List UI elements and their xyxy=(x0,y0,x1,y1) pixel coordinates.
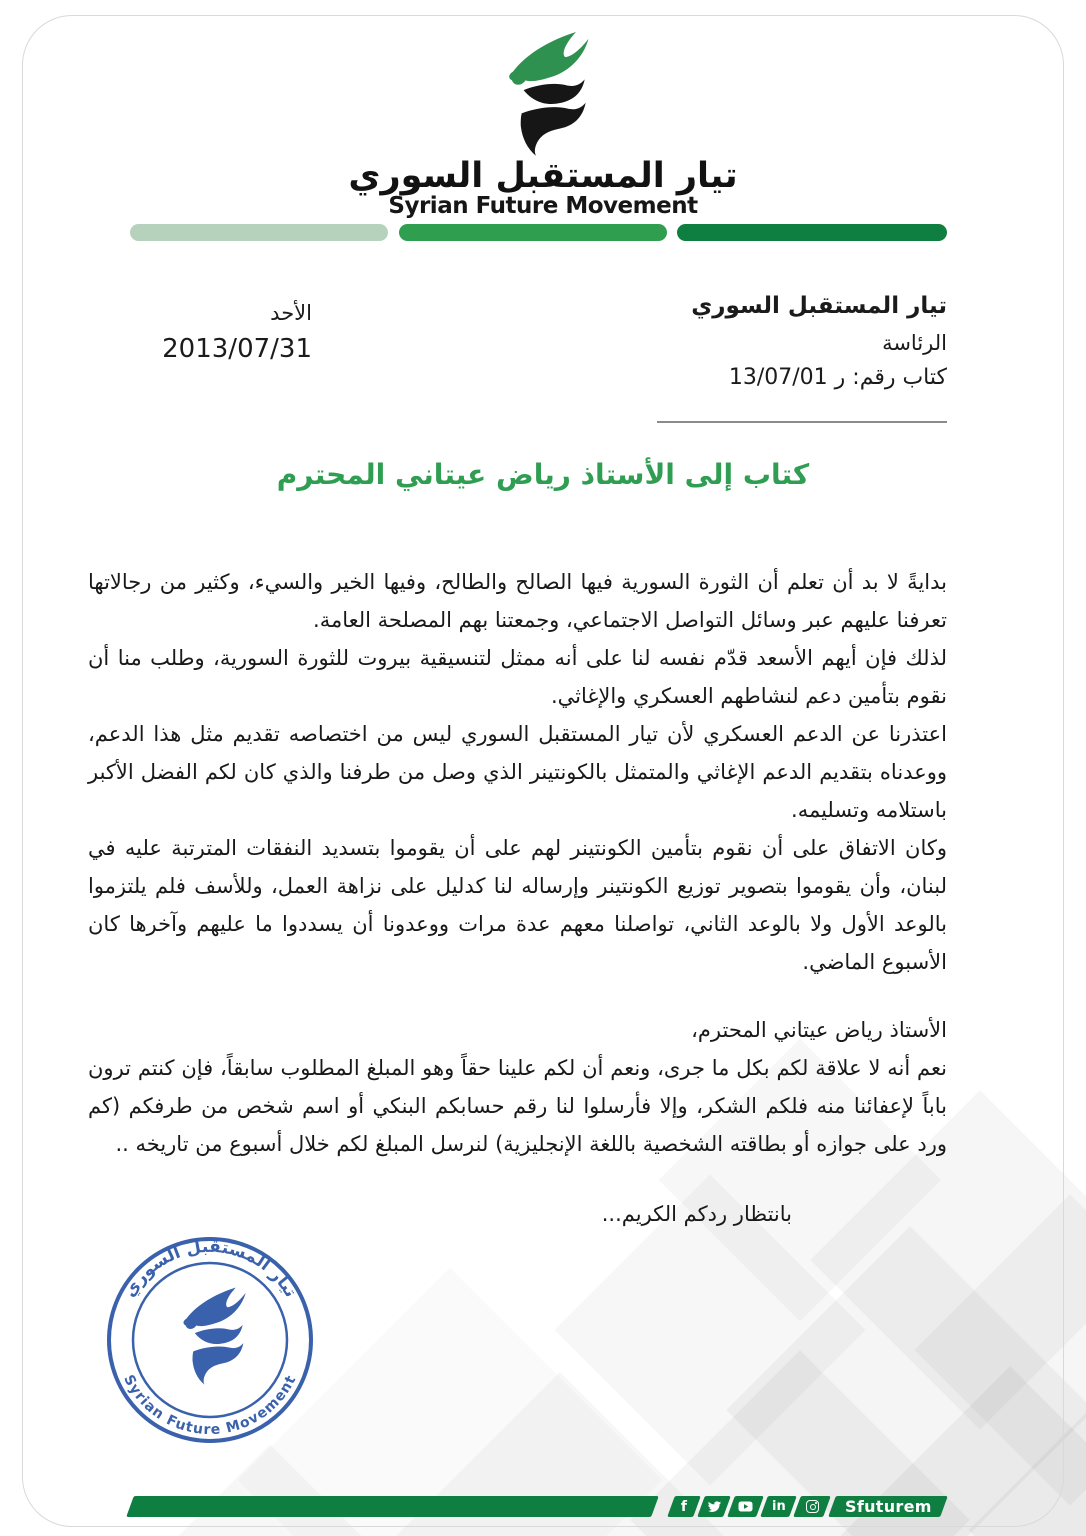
meta-divider-line xyxy=(657,421,947,423)
svg-text:تيار المستقبل السوري: تيار المستقبل السوري xyxy=(119,1236,301,1301)
stamp-seal-icon xyxy=(104,1234,316,1446)
letter-title: كتاب إلى الأستاذ رياض عيتاني المحترم xyxy=(276,458,810,491)
brand-name-english: Syrian Future Movement xyxy=(388,192,698,219)
paragraph: لذلك فإن أيهم الأسعد قدّم نفسه لنا على أنه ممثل لتنسيقية بيروت للثورة السورية، وطلب منا أن نقوم بتأمين دعم لنشاطهم العسكري والإغاثي. xyxy=(88,646,947,708)
salutation-line: الأستاذ رياض عيتاني المحترم، xyxy=(691,1018,947,1042)
footer-bar xyxy=(126,1496,659,1517)
paragraph: بدايةً لا بد أن تعلم أن الثورة السورية فيها الصالح والطالح، وفيها الخير والسيء، وكثير من رجالاتها تعرفنا عليهم عبر وسائل التواصل الاجتماعي، وجمعتنا بهم المصلحة العامة. xyxy=(88,570,947,632)
letterhead xyxy=(0,30,1086,218)
divider-bars xyxy=(0,224,1086,242)
social-handle: Sfuturem xyxy=(828,1496,948,1517)
divider-bar-dark xyxy=(677,224,947,241)
divider-bar-light xyxy=(130,224,388,241)
brand-name-arabic: تيار المستقبل السوري xyxy=(348,156,738,196)
ref-number-line: كتاب رقم: ر 13/07/01 xyxy=(728,365,947,390)
youtube-icon xyxy=(727,1496,764,1517)
linkedin-icon: in xyxy=(760,1496,797,1517)
facebook-icon: f xyxy=(667,1496,701,1517)
footer-social-bar xyxy=(130,1496,956,1517)
paragraph: وكان الاتفاق على أن نقوم بتأمين الكونتينر لهم على أن يقوموا بتسديد النفقات المترتبة عليه في لبنان، وأن يقوموا بتصوير توزيع الكونتينر وإرساله لنا كدليل على نزاهة العمل، وللأسف فلم يلتزموا بالوعد الأول ولا بالوعد الثاني، تواصلنا معهم عدة مرات ووعدونا أن يسددوا ما عليهم وآخرها كان الأسبوع الماضي. xyxy=(88,836,947,974)
paragraph: اعتذرنا عن الدعم العسكري لأن تيار المستقبل السوري ليس من اختصاصه تقديم مثل هذا الدعم، ووعدناه بتقديم الدعم الإغاثي والمتمثل بالكونتينر الذي وصل من طرفنا والذي كان لكم الفضل الأكبر باستلامه وتسليمه. xyxy=(88,722,947,822)
brand-logo-icon xyxy=(484,30,602,156)
stamp-seal xyxy=(104,1234,316,1446)
svg-text:Syrian Future Movement: Syrian Future Movement xyxy=(120,1372,300,1439)
date-block xyxy=(140,301,312,364)
date-value: 2013/07/31 xyxy=(162,334,312,364)
instagram-icon xyxy=(793,1496,831,1517)
presidency-line: الرئاسة xyxy=(882,331,947,355)
closing-line: بانتظار ردكم الكريم... xyxy=(601,1202,792,1226)
divider-bar-mid xyxy=(399,224,667,241)
letter-body xyxy=(88,563,947,1233)
twitter-icon xyxy=(697,1496,731,1517)
org-line: تيار المستقبل السوري xyxy=(691,293,947,319)
weekday-label: الأحد xyxy=(270,301,312,325)
paragraph: نعم أنه لا علاقة لكم بكل ما جرى، ونعم أن لكم علينا حقاً وهو المبلغ المطلوب سابقاً، فإن كنتم ترون باباً لإعفائنا منه فلكم الشكر، وإلا فأرسلوا لنا رقم حسابكم البنكي أو اسم شخص من طرفكم (كم ورد على جوازه أو بطاقته الشخصية باللغة الإنجليزية) لنرسل المبلغ لكم خلال أسبوع من تاريخه .. xyxy=(88,1056,947,1156)
header-meta xyxy=(527,293,947,390)
